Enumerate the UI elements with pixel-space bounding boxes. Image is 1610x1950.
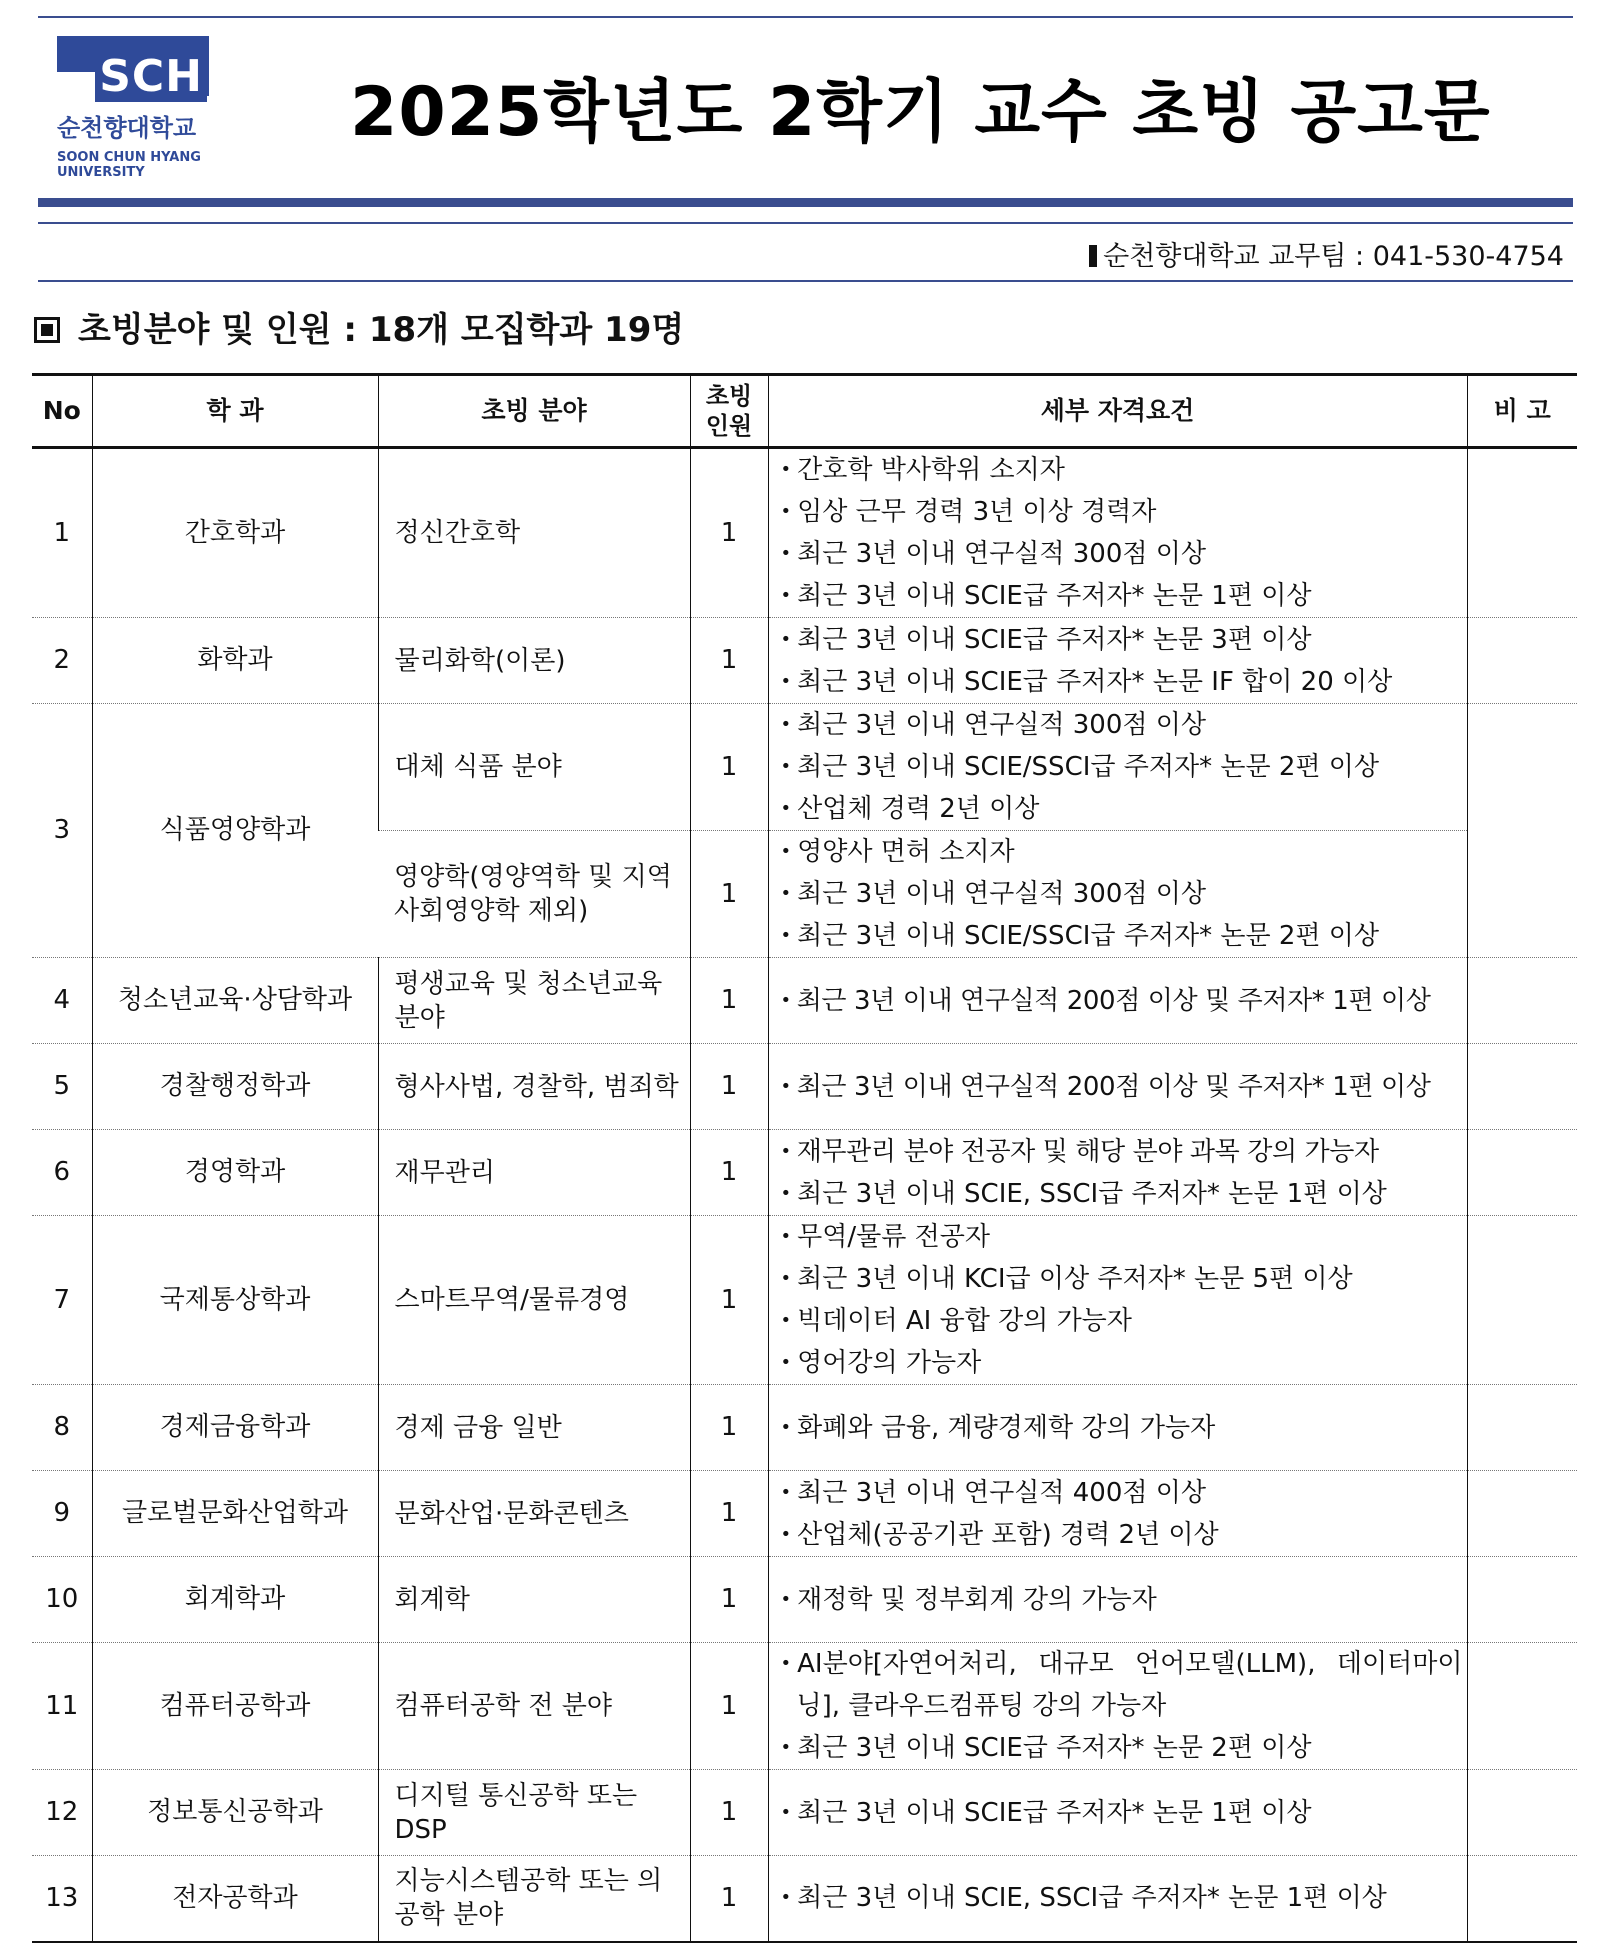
row-count: 1 <box>690 1130 768 1216</box>
requirement-item: • 최근 3년 이내 SCIE급 주저자* 논문 2편 이상 <box>781 1727 1463 1769</box>
requirement-item: • 최근 3년 이내 SCIE급 주저자* 논문 1편 이상 <box>781 1792 1463 1834</box>
row-no: 11 <box>32 1643 92 1770</box>
table-row <box>32 1557 1577 1643</box>
requirement-item: • 최근 3년 이내 SCIE급 주저자* 논문 1편 이상 <box>781 575 1463 617</box>
row-note <box>1467 1471 1577 1557</box>
row-no: 5 <box>32 1044 92 1130</box>
requirement-item: • 영어강의 가능자 <box>781 1342 1463 1384</box>
row-note <box>1467 1643 1577 1770</box>
header-requirements: 세부 자격요건 <box>768 375 1467 448</box>
row-count: 1 <box>690 704 768 831</box>
requirement-item: • 최근 3년 이내 연구실적 300점 이상 <box>781 704 1463 746</box>
row-field: 정신간호학 <box>378 448 690 618</box>
table-row <box>32 1856 1577 1942</box>
row-note <box>1467 704 1577 958</box>
row-no: 4 <box>32 958 92 1044</box>
row-note <box>1467 448 1577 618</box>
row-dept: 글로벌문화산업학과 <box>92 1471 378 1557</box>
section-title: 초빙분야 및 인원 : 18개 모집학과 19명 <box>78 310 685 350</box>
table-row <box>32 618 1577 704</box>
requirement-item: • 최근 3년 이내 연구실적 200점 이상 및 주저자* 1편 이상 <box>781 1066 1463 1108</box>
row-count: 1 <box>690 448 768 618</box>
row-note <box>1467 618 1577 704</box>
requirement-item: • 임상 근무 경력 3년 이상 경력자 <box>781 491 1463 533</box>
row-no: 7 <box>32 1216 92 1385</box>
requirement-item: • 간호학 박사학위 소지자 <box>781 449 1463 491</box>
row-note <box>1467 1130 1577 1216</box>
logo-name-en-line1: SOON CHUN HYANG <box>57 150 201 165</box>
requirement-item: • 무역/물류 전공자 <box>781 1216 1463 1258</box>
row-no: 9 <box>32 1471 92 1557</box>
requirement-item: • 최근 3년 이내 연구실적 200점 이상 및 주저자* 1편 이상 <box>781 980 1463 1022</box>
table-row <box>32 1130 1577 1216</box>
row-dept: 회계학과 <box>92 1557 378 1643</box>
row-count: 1 <box>690 1471 768 1557</box>
logo-name-kr: 순천향대학교 <box>57 114 197 142</box>
requirement-item: • 최근 3년 이내 SCIE, SSCI급 주저자* 논문 1편 이상 <box>781 1877 1463 1919</box>
row-requirements <box>768 618 1467 704</box>
title-rule <box>38 198 1573 207</box>
header-count: 초빙 인원 <box>690 375 768 448</box>
requirement-item: • 산업체 경력 2년 이상 <box>781 788 1463 830</box>
requirement-item: • 산업체(공공기관 포함) 경력 2년 이상 <box>781 1514 1463 1556</box>
row-field: 재무관리 <box>378 1130 690 1216</box>
row-dept: 화학과 <box>92 618 378 704</box>
row-note <box>1467 1557 1577 1643</box>
row-field: 문화산업·문화콘텐츠 <box>378 1471 690 1557</box>
logo-name-en-line2: UNIVERSITY <box>57 165 145 180</box>
row-dept: 경제금융학과 <box>92 1385 378 1471</box>
row-dept: 경영학과 <box>92 1130 378 1216</box>
row-field: 형사사법, 경찰학, 범죄학 <box>378 1044 690 1130</box>
row-dept: 청소년교육·상담학과 <box>92 958 378 1044</box>
requirement-item: • 화폐와 금융, 계량경제학 강의 가능자 <box>781 1407 1463 1449</box>
row-field: 물리화학(이론) <box>378 618 690 704</box>
contact-line <box>1089 234 1564 273</box>
square-bullet-icon <box>34 317 60 343</box>
row-count: 1 <box>690 1770 768 1856</box>
row-requirements <box>768 1130 1467 1216</box>
table-header-row <box>32 375 1577 448</box>
row-no: 12 <box>32 1770 92 1856</box>
row-no: 10 <box>32 1557 92 1643</box>
row-requirements <box>768 1770 1467 1856</box>
row-note <box>1467 1856 1577 1942</box>
row-dept: 컴퓨터공학과 <box>92 1643 378 1770</box>
table-row <box>32 448 1577 618</box>
recruitment-table <box>32 373 1577 1943</box>
sch-logo-mark <box>57 36 209 102</box>
row-field: 컴퓨터공학 전 분야 <box>378 1643 690 1770</box>
requirement-item: • 최근 3년 이내 SCIE급 주저자* 논문 3편 이상 <box>781 619 1463 661</box>
requirement-item: • 최근 3년 이내 SCIE, SSCI급 주저자* 논문 1편 이상 <box>781 1173 1463 1215</box>
row-dept: 경찰행정학과 <box>92 1044 378 1130</box>
row-dept: 전자공학과 <box>92 1856 378 1942</box>
contact-rule-bottom <box>38 280 1573 282</box>
row-requirements <box>768 958 1467 1044</box>
row-requirements <box>768 1385 1467 1471</box>
row-note <box>1467 1770 1577 1856</box>
table-row <box>32 704 1577 831</box>
row-dept: 간호학과 <box>92 448 378 618</box>
row-count: 1 <box>690 958 768 1044</box>
contact-text: 순천향대학교 교무팀 : 041-530-4754 <box>1103 241 1564 272</box>
table-row <box>32 1385 1577 1471</box>
section-heading <box>34 302 684 351</box>
row-count: 1 <box>690 1557 768 1643</box>
row-no: 8 <box>32 1385 92 1471</box>
row-requirements <box>768 1856 1467 1942</box>
table-row <box>32 1471 1577 1557</box>
row-field: 스마트무역/물류경영 <box>378 1216 690 1385</box>
requirement-item: • 최근 3년 이내 SCIE/SSCI급 주저자* 논문 2편 이상 <box>781 746 1463 788</box>
header-dept: 학 과 <box>92 375 378 448</box>
row-field: 디지털 통신공학 또는 DSP <box>378 1770 690 1856</box>
requirement-item: • 최근 3년 이내 연구실적 300점 이상 <box>781 873 1463 915</box>
row-no: 13 <box>32 1856 92 1942</box>
header-no: No <box>32 375 92 448</box>
row-requirements <box>768 1044 1467 1130</box>
contact-bar-icon <box>1089 245 1097 267</box>
row-field: 회계학 <box>378 1557 690 1643</box>
requirement-item: • 최근 3년 이내 KCI급 이상 주저자* 논문 5편 이상 <box>781 1258 1463 1300</box>
row-no: 6 <box>32 1130 92 1216</box>
requirement-item: • 최근 3년 이내 SCIE급 주저자* 논문 IF 합이 20 이상 <box>781 661 1463 703</box>
row-field: 평생교육 및 청소년교육 분야 <box>378 958 690 1044</box>
table-row <box>32 1216 1577 1385</box>
row-note <box>1467 1216 1577 1385</box>
row-requirements <box>768 1471 1467 1557</box>
row-requirements <box>768 1216 1467 1385</box>
row-no: 2 <box>32 618 92 704</box>
row-requirements <box>768 704 1467 831</box>
row-note <box>1467 958 1577 1044</box>
row-field: 영양학(영양역학 및 지역사회영양학 제외) <box>378 831 690 958</box>
row-count: 1 <box>690 831 768 958</box>
row-dept: 국제통상학과 <box>92 1216 378 1385</box>
logo-name-en <box>57 150 201 180</box>
table-row <box>32 1770 1577 1856</box>
row-note <box>1467 1044 1577 1130</box>
table-row <box>32 958 1577 1044</box>
row-field: 지능시스템공학 또는 의공학 분야 <box>378 1856 690 1942</box>
row-requirements <box>768 448 1467 618</box>
row-field: 대체 식품 분야 <box>378 704 690 831</box>
requirement-item: • 영양사 면허 소지자 <box>781 831 1463 873</box>
row-count: 1 <box>690 1385 768 1471</box>
row-dept: 정보통신공학과 <box>92 1770 378 1856</box>
requirement-item: • AI분야[자연어처리, 대규모 언어모델(LLM), 데이터마이닝], 클라우드컴퓨팅 강의 가능자 <box>781 1643 1463 1727</box>
row-count: 1 <box>690 1044 768 1130</box>
requirement-item: • 재무관리 분야 전공자 및 해당 분야 과목 강의 가능자 <box>781 1131 1463 1173</box>
requirement-item: • 재정학 및 정부회계 강의 가능자 <box>781 1579 1463 1621</box>
logo-text: SCH <box>95 52 207 102</box>
table-row <box>32 1643 1577 1770</box>
row-note <box>1467 1385 1577 1471</box>
header-note: 비 고 <box>1467 375 1577 448</box>
row-count: 1 <box>690 618 768 704</box>
university-logo <box>55 36 235 186</box>
row-no: 3 <box>32 704 92 958</box>
row-count: 1 <box>690 1216 768 1385</box>
requirement-item: • 최근 3년 이내 연구실적 300점 이상 <box>781 533 1463 575</box>
row-requirements <box>768 831 1467 958</box>
row-count: 1 <box>690 1856 768 1942</box>
table-row <box>32 1044 1577 1130</box>
top-rule <box>38 16 1573 18</box>
requirement-item: • 빅데이터 AI 융합 강의 가능자 <box>781 1300 1463 1342</box>
row-dept: 식품영양학과 <box>92 704 378 958</box>
requirement-item: • 최근 3년 이내 연구실적 400점 이상 <box>781 1472 1463 1514</box>
row-no: 1 <box>32 448 92 618</box>
requirement-item: • 최근 3년 이내 SCIE/SSCI급 주저자* 논문 2편 이상 <box>781 915 1463 957</box>
row-field: 경제 금융 일반 <box>378 1385 690 1471</box>
row-requirements <box>768 1557 1467 1643</box>
row-count: 1 <box>690 1643 768 1770</box>
document-title: 2025학년도 2학기 교수 초빙 공고문 <box>350 73 1491 152</box>
contact-rule-top <box>38 222 1573 224</box>
header-field: 초빙 분야 <box>378 375 690 448</box>
row-requirements <box>768 1643 1467 1770</box>
